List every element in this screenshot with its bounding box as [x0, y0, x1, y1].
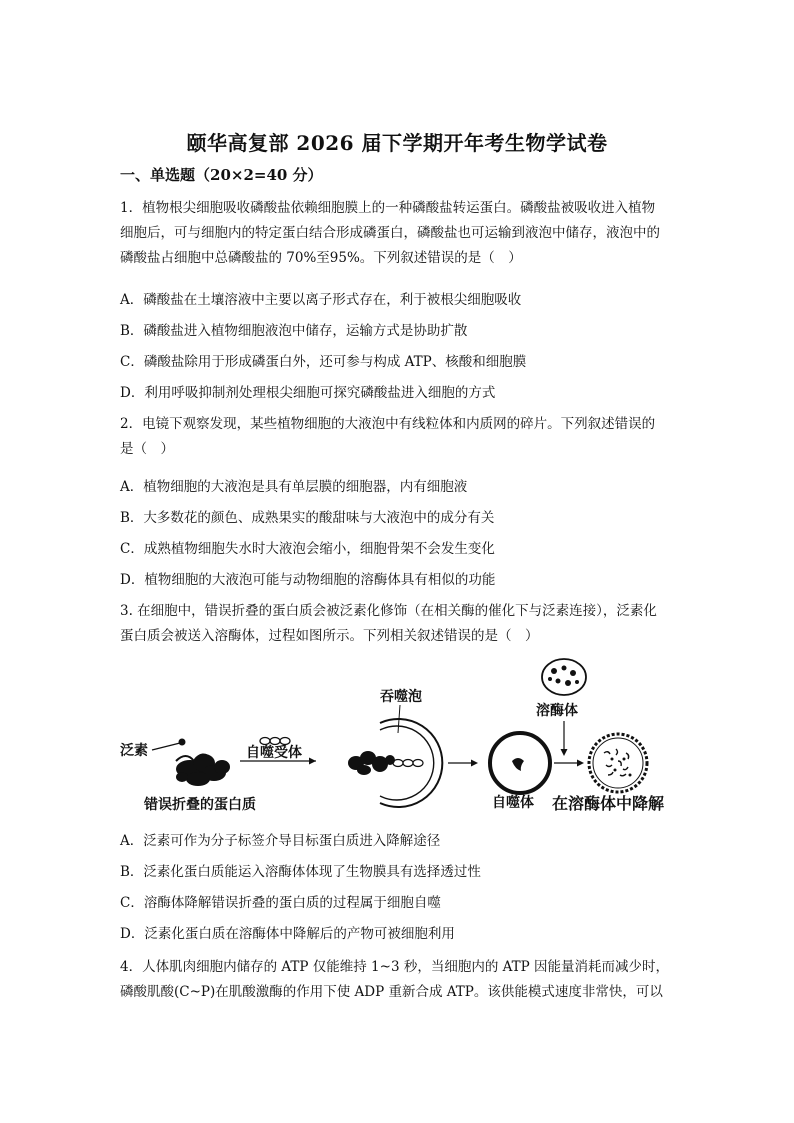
q3-stem-line: 蛋白质会被送入溶酶体，过程如图所示。下列相关叙述错误的是（ ） [120, 628, 539, 644]
captured-protein-icon [348, 751, 395, 775]
q2-option-c: C．成熟植物细胞失水时大液泡会缩小，细胞骨架不会发生变化 [120, 541, 495, 557]
q1-stem-line: 1．植物根尖细胞吸收磷酸盐依赖细胞膜上的一种磷酸盐转运蛋白。磷酸盐被吸收进入植物 [120, 200, 656, 216]
q2-option-a: A．植物细胞的大液泡是具有单层膜的细胞器，内有细胞液 [120, 479, 468, 495]
q1-stem [120, 196, 680, 271]
q2-stem-line: 2．电镜下观察发现，某些植物细胞的大液泡中有线粒体和内质网的碎片。下列叙述错误的 [120, 416, 656, 432]
degradation-label: 在溶酶体中降解 [552, 794, 665, 813]
degradation-vesicle-icon [589, 734, 647, 792]
receptor-label: 自噬受体 [246, 745, 302, 761]
autophagosome-label: 自噬体 [492, 795, 534, 811]
q3-stem-line: 3. 在细胞中，错误折叠的蛋白质会被泛素化修饰（在相关酶的催化下与泛素连接），泛素化 [120, 603, 657, 619]
q2-option-d: D．植物细胞的大液泡可能与动物细胞的溶酶体具有相似的功能 [120, 572, 496, 588]
q4-stem [120, 955, 680, 1005]
q4-stem-line: 4．人体肌肉细胞内储存的 ATP 仅能维持 1~3 秒，当细胞内的 ATP 因能量消耗而减少时， [120, 959, 670, 975]
q2-stem [120, 412, 680, 462]
misfolded-protein-icon [176, 754, 230, 786]
q3-option-c: C．溶酶体降解错误折叠的蛋白质的过程属于细胞自噬 [120, 895, 441, 911]
q4-stem-line: 磷酸肌酸(C~P)在肌酸激酶的作用下使 ADP 重新合成 ATP。该供能模式速度非常快，可以 [120, 984, 663, 1000]
section-heading: 一、单选题（20×2=40 分） [120, 166, 323, 184]
q3-option-d: D．泛素化蛋白质在溶酶体中降解后的产物可被细胞利用 [120, 926, 455, 942]
ubiquitin-dot [179, 739, 186, 746]
q1-option-b: B．磷酸盐进入植物细胞液泡中储存，运输方式是协助扩散 [120, 323, 468, 339]
autophagy-receptor-icon [260, 738, 290, 745]
autophagosome-icon [490, 733, 550, 793]
q1-option-a: A．磷酸盐在土壤溶液中主要以离子形式存在，利于被根尖细胞吸收 [120, 292, 522, 308]
q1-stem-line: 磷酸盐占细胞中总磷酸盐的 70%至95%。下列叙述错误的是（ ） [120, 250, 522, 266]
q3-option-b: B．泛素化蛋白质能运入溶酶体体现了生物膜具有选择透过性 [120, 864, 481, 880]
phagophore-label: 吞噬泡 [380, 689, 422, 705]
q2-option-b: B．大多数花的颜色、成熟果实的酸甜味与大液泡中的成分有关 [120, 510, 495, 526]
lysosome-icon [542, 659, 586, 695]
q3-option-a: A．泛素可作为分子标签介导目标蛋白质进入降解途径 [120, 833, 441, 849]
q1-option-d: D．利用呼吸抑制剂处理根尖细胞可探究磷酸盐进入细胞的方式 [120, 385, 496, 401]
q3-stem [120, 599, 680, 649]
q2-stem-line: 是（ ） [120, 441, 174, 457]
autophagy-diagram [118, 657, 678, 819]
lysosome-label: 溶酶体 [536, 703, 578, 719]
exam-title: 颐华高复部 2026 届下学期开年考生物学试卷 [186, 131, 608, 155]
q1-option-c: C．磷酸盐除用于形成磷蛋白外，还可参与构成 ATP、核酸和细胞膜 [120, 354, 527, 370]
ubiquitin-label: 泛素 [120, 743, 148, 759]
q1-stem-line: 细胞后，可与细胞内的特定蛋白结合形成磷蛋白，磷酸盐也可运输到液泡中储存，液泡中的 [120, 225, 660, 241]
misfolded-protein-label: 错误折叠的蛋白质 [144, 797, 256, 813]
